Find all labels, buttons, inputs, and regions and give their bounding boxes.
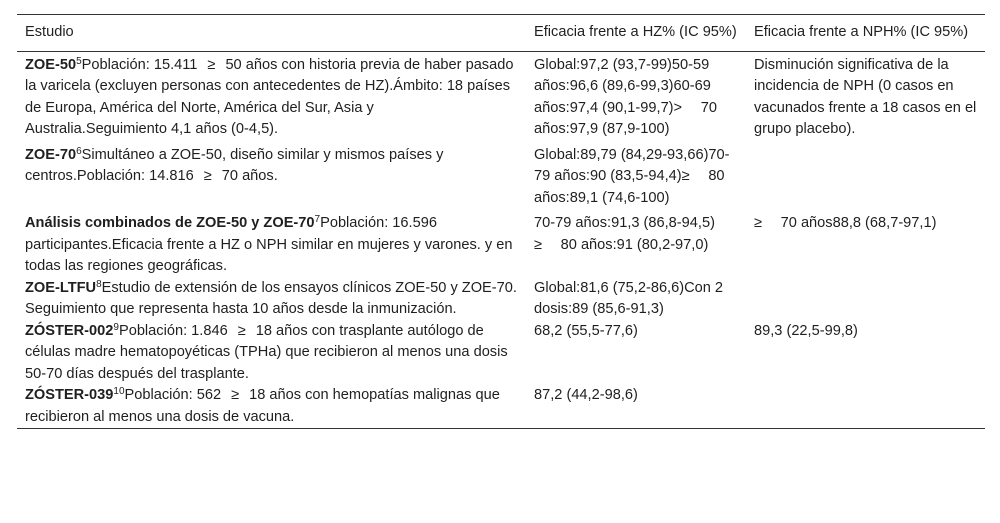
study-desc: Población: 15.411 [81, 56, 198, 73]
study-ref: 6 [76, 145, 82, 157]
header-row [17, 15, 985, 52]
study-name: ZÓSTER-039 [25, 387, 114, 403]
gte-symbol: ≥ [203, 168, 212, 184]
nph-cell [746, 385, 985, 429]
efficacy-table [17, 14, 985, 429]
study-ref: 10 [113, 386, 125, 397]
study-desc-cont: 18 años con hemopatías malignas que recibieron al menos una dosis de vacuna. [25, 387, 500, 425]
gte-symbol: ≥ [231, 387, 240, 403]
hz-cell: 68,2 (55,5-77,6) [534, 322, 638, 339]
study-cell [17, 278, 526, 321]
hz-cell: Global:81,6 (75,2-86,6)Con 2 dosis:89 (85,6-91,3) [534, 279, 724, 317]
table-row [17, 278, 985, 321]
study-desc-cont: 18 años con trasplante autólogo de células madre hematopoyéticas (TPHa) que recibieron al menos una dosis 50-70 días después del trasplante. [25, 322, 508, 382]
study-name: Análisis combinados de ZOE-50 y ZOE-70 [25, 215, 315, 231]
study-ref: 9 [113, 321, 119, 333]
nph-cell: ≥ 70 años88,8 (68,7-97,1) [754, 215, 937, 231]
gte-symbol: ≥ [237, 322, 246, 339]
study-cell [17, 51, 526, 145]
table-row [17, 145, 985, 214]
study-desc: Simultáneo a ZOE-50, diseño similar y mismos países y centros.Población: 14.816 [25, 146, 444, 184]
study-ref: 8 [96, 278, 102, 290]
study-cell [17, 385, 526, 429]
study-cell [17, 321, 526, 386]
table-row [17, 385, 985, 429]
nph-cell [746, 278, 985, 321]
hz-cell: Global:89,79 (84,29-93,66)70-79 años:90 (83,5-94,4)≥ 80 años:89,1 (74,6-100) [534, 146, 730, 206]
study-name: ZOE-70 [25, 146, 77, 163]
nph-cell [746, 145, 985, 214]
study-ref: 7 [314, 214, 321, 225]
study-cell [17, 213, 526, 278]
header-eficacia-hz: Eficacia frente a HZ% (IC 95%) [534, 24, 737, 40]
study-cell [17, 145, 526, 214]
header-eficacia-nph: Eficacia frente a NPH% (IC 95%) [754, 24, 969, 40]
study-name: ZÓSTER-002 [25, 322, 114, 339]
table-row [17, 51, 985, 145]
hz-cell: Global:97,2 (93,7-99)50-59 años:96,6 (89,6-99,3)60-69 años:97,4 (90,1-99,7)> 70 años:97,9 (87,9-100) [534, 56, 717, 137]
hz-cell: 87,2 (44,2-98,6) [534, 387, 638, 403]
study-desc: Estudio de extensión de los ensayos clínicos ZOE-50 y ZOE-70. Seguimiento que representa hasta 10 años desde la inmunización. [25, 279, 517, 317]
study-desc-cont: 70 años. [221, 168, 278, 184]
study-desc: Población: 1.846 [118, 322, 228, 339]
study-ref: 5 [76, 55, 82, 67]
hz-cell: 70-79 años:91,3 (86,8-94,5) ≥ 80 años:91 (80,2-97,0) [534, 215, 715, 253]
gte-symbol: ≥ [207, 56, 216, 73]
study-name: ZOE-50 [25, 56, 77, 73]
study-desc-cont: 50 años con historia previa de haber pasado la varicela (excluyen personas con antecedentes de HZ).Ámbito: 18 países de Europa, América del Norte, América del Sur, Asia y Australia.Seguimiento 4,1 años (0-4,5). [25, 56, 514, 137]
nph-cell: 89,3 (22,5-99,8) [754, 322, 858, 339]
table-row [17, 321, 985, 386]
study-desc: Población: 562 [124, 387, 222, 403]
table-row [17, 213, 985, 278]
nph-cell: Disminución significativa de la incidencia de NPH (0 casos en vacunados frente a 18 casos en el grupo placebo). [754, 56, 977, 137]
study-desc: Población: 16.596 participantes.Eficacia frente a HZ o NPH similar en mujeres y varones. y en todas las regiones geográficas. [25, 215, 513, 274]
header-estudio: Estudio [25, 24, 74, 40]
study-name: ZOE-LTFU [25, 279, 97, 296]
